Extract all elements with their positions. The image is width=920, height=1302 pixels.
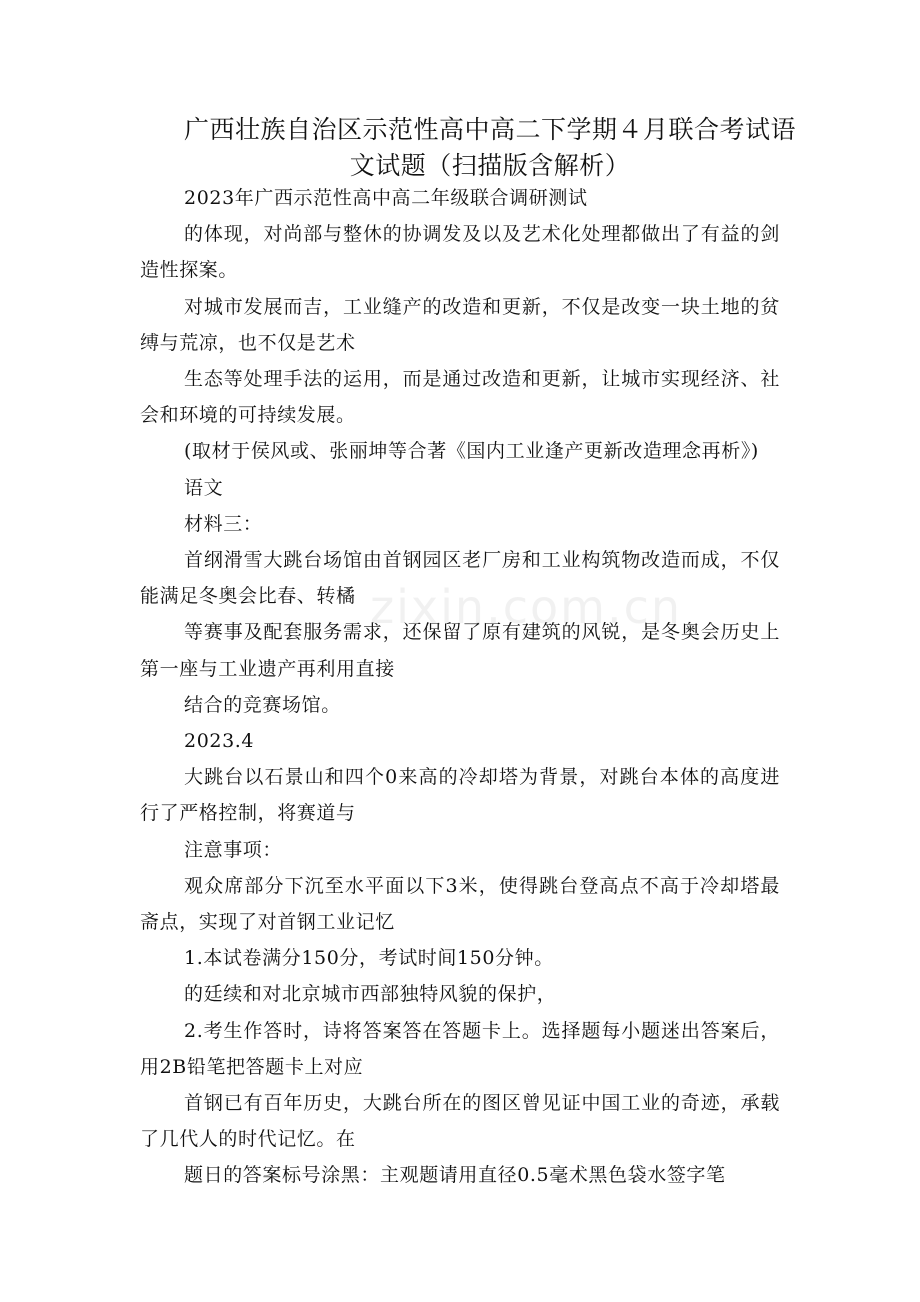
paragraph: 大跳台以石景山和四个0来高的冷却塔为背景，对跳台本体的高度进行了严格控制，将赛道与 [140,766,780,825]
paragraph: 等赛事及配套服务需求，还保留了原有建筑的风锐，是冬奥会历史上第一座与工业遗产再利用直接 [140,621,780,680]
paragraph: (取材于侯风或、张丽坤等合著《国内工业逢产更新改造理念再析》) [184,440,759,463]
paragraph: 注意事项： [184,838,283,861]
paragraph: 的体现，对尚部与整休的协调发及以及艺术化处理都做出了有益的剑造性探案。 [140,223,780,282]
paragraph: 首钢已有百年历史，大跳台所在的图区曾见证中国工业的奇迹，承载了几代人的时代记忆。在 [140,1092,780,1151]
paragraph: 2023.4 [184,730,255,753]
title-line-2: 文试题（扫描版含解析） [349,151,631,180]
paragraph: 对城市发展而吉，工业缝产的改造和更新，不仅是改变一块土地的贫缚与荒凉，也不仅是艺术 [140,295,780,354]
paragraph: 2023年广西示范性高中高二年级联合调研测试 [184,187,588,209]
paragraph: 题日的答案标号涂黑：主观题请用直径0.5毫术黑色袋水签字笔 [184,1164,726,1187]
paragraph: 结合的竞赛场馆。 [184,693,341,716]
paragraph: 生态等处理手法的运用，而是通过改造和更新，让城市实现经济、社会和环境的可持续发展。 [140,368,780,427]
title-line-1: 广西壮族自治区示范性高中高二下学期４月联合考试语 [183,115,796,144]
document-body [140,180,780,1194]
paragraph: 语文 [184,476,224,499]
watermark: zixin.com.cn [370,580,683,634]
paragraph: 1.本试卷满分150分，考试时间150分钟。 [184,947,554,970]
paragraph: 材料三： [184,512,263,535]
paragraph: 观众席部分下沉至水平面以下3米，使得跳台登高点不高于冷却塔最斋点，实现了对首钢工业记忆 [140,874,780,934]
paragraph: 2.考生作答时，诗将答案答在答题卡上。选择题每小题迷出答案后，用2B铅笔把答题卡上对应 [140,1019,780,1078]
paragraph: 首纲滑雪大跳台场馆由首钢园区老厂房和工业构筑物改造而成，不仅能满足冬奥会比春、转橘 [140,549,780,608]
document-title [140,112,840,184]
paragraph: 的廷续和对北京城市西部独特风貌的保护， [184,983,557,1006]
